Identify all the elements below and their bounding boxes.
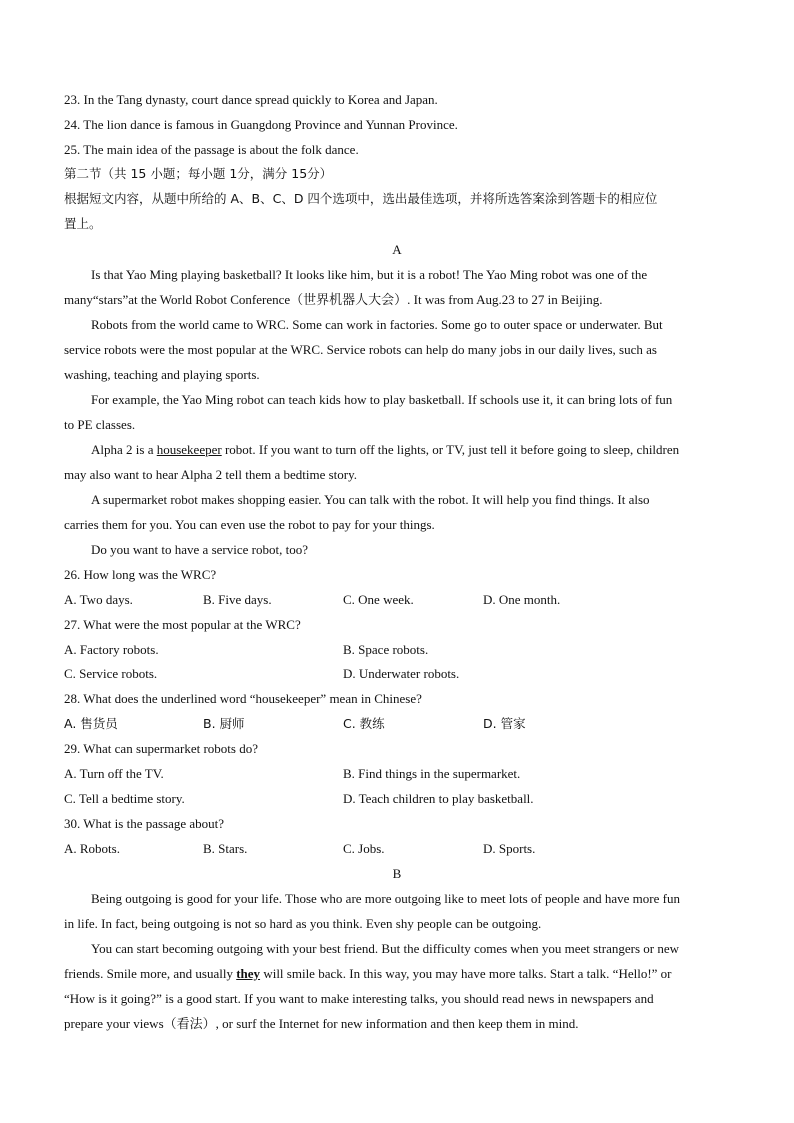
question-stem: 29. What can supermarket robots do? [64, 741, 258, 756]
passage-a-text-segment: Alpha 2 is a [91, 442, 157, 457]
passage-a-text: Robots from the world came to WRC. Some can work in factories. Some go to outer space or underwater. But [91, 317, 663, 332]
option: C. One week. [343, 592, 414, 607]
question-stem: 27. What were the most popular at the WRC? [64, 617, 301, 632]
underlined-word-they: they [236, 966, 261, 981]
passage-b-text-segment: friends. Smile more, and usually [64, 966, 237, 981]
passage-b-text: You can start becoming outgoing with your best friend. But the difficulty comes when you meet strangers or new [91, 941, 680, 956]
passage-b-text: in life. In fact, being outgoing is not so hard as you think. Even shy people can be outgoing. [64, 916, 542, 931]
passage-a-text: washing, teaching and playing sports. [64, 367, 260, 382]
question-stem: 26. How long was the WRC? [64, 567, 217, 582]
option: C. Service robots. [64, 666, 158, 681]
passage-a-text: carries them for you. You can even use the robot to pay for your things. [64, 517, 435, 532]
passage-b-label: B [392, 866, 402, 881]
option: B. 厨师 [203, 716, 245, 731]
tf-item-25: 25. The main idea of the passage is about the folk dance. [64, 142, 359, 157]
passage-a-text [91, 442, 679, 458]
passage-a-label: A [392, 242, 402, 257]
passage-b-text: “How is it going?” is a good start. If you want to make interesting talks, you should read news in newspapers and [64, 991, 654, 1006]
option: D. One month. [483, 592, 561, 607]
option: C. Tell a bedtime story. [64, 791, 185, 806]
question-stem: 30. What is the passage about? [64, 816, 225, 831]
option: B. Space robots. [343, 642, 429, 657]
passage-a-text: Do you want to have a service robot, too? [91, 542, 308, 557]
section-instructions: 根据短文内容，从题中所给的 A、B、C、D 四个选项中，选出最佳选项，并将所选答案涂到答题卡的相应位 [64, 191, 658, 206]
passage-a-text: may also want to hear Alpha 2 tell them a bedtime story. [64, 467, 358, 482]
option: A. Turn off the TV. [64, 766, 164, 781]
option: D. 管家 [483, 716, 526, 731]
passage-b-text [64, 966, 672, 982]
option: A. Two days. [64, 592, 133, 607]
option: A. Factory robots. [64, 642, 159, 657]
passage-a-text: Is that Yao Ming playing basketball? It looks like him, but it is a robot! The Yao Ming robot was one of the [91, 267, 648, 282]
option: B. Find things in the supermarket. [343, 766, 521, 781]
underlined-word-housekeeper: housekeeper [156, 442, 222, 457]
tf-item-23: 23. In the Tang dynasty, court dance spread quickly to Korea and Japan. [64, 92, 438, 107]
passage-b-text: prepare your views（看法）, or surf the Internet for new information and then keep them in mind. [64, 1016, 579, 1031]
passage-b-text: Being outgoing is good for your life. Those who are more outgoing like to meet lots of people and have more fun [91, 891, 680, 906]
passage-a-text-segment: robot. If you want to turn off the lights, or TV, just tell it before going to sleep, children [221, 442, 680, 457]
option: D. Underwater robots. [343, 666, 460, 681]
passage-b-text-segment: will smile back. In this way, you may have more talks. Start a talk. “Hello!” or [260, 966, 672, 981]
option: B. Stars. [203, 841, 248, 856]
section-title: 第二节（共 15 小题；每小题 1分，满分 15分） [64, 166, 333, 181]
passage-a-text: service robots were the most popular at the WRC. Service robots can help do many jobs in our daily lives, such as [64, 342, 657, 357]
passage-a-text: A supermarket robot makes shopping easier. You can talk with the robot. It will help you find things. It also [91, 492, 650, 507]
passage-a-text: For example, the Yao Ming robot can teach kids how to play basketball. If schools use it, it can bring lots of fun [91, 392, 673, 407]
option: C. Jobs. [343, 841, 385, 856]
option: A. 售货员 [64, 716, 118, 731]
section-instructions-cont: 置上。 [64, 216, 102, 231]
question-stem: 28. What does the underlined word “housekeeper” mean in Chinese? [64, 691, 422, 706]
passage-a-text: to PE classes. [64, 417, 136, 432]
option: C. 教练 [343, 716, 385, 731]
option: B. Five days. [203, 592, 272, 607]
passage-a-text: many“stars”at the World Robot Conference（世界机器人大会）. It was from Aug.23 to 27 in Beijing. [64, 292, 603, 307]
option: D. Sports. [483, 841, 536, 856]
tf-item-24: 24. The lion dance is famous in Guangdong Province and Yunnan Province. [64, 117, 458, 132]
option: A. Robots. [64, 841, 120, 856]
option: D. Teach children to play basketball. [343, 791, 534, 806]
